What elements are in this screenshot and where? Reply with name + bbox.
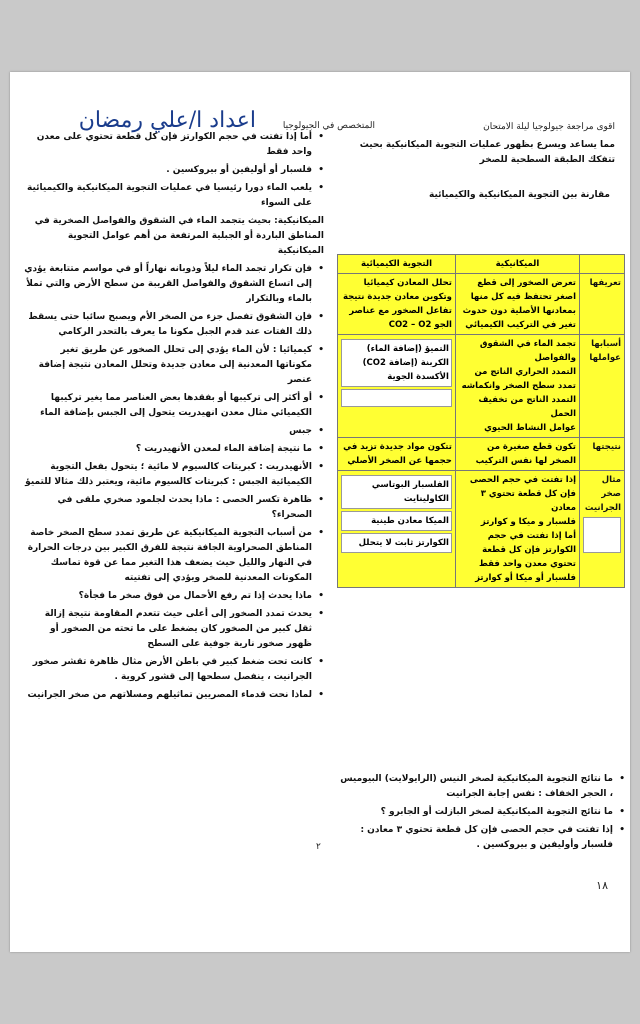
cell-line: الأكسدة الجوية: [387, 372, 449, 382]
paragraph: • من أسباب التجوية الميكانيكية عن طريق تمدد سطح الصخر خاصة المناطق الصحراوية الجافة نتيجة للفرق الكبير بين درجات الحرارة في النهار والليل حيث يضعف هذا التغير مما عن قوة تماسك المكونات المعدنية للصخر ويؤدي إلى تفتيته: [24, 526, 324, 586]
cell-chem: [338, 471, 456, 588]
paragraph: • ما نتائج التجوية الميكانيكية لصخر النيس (الرايولايت) البيوميس ، الحجر الخفاف : نفس إجابة الجرانيت: [340, 772, 625, 802]
paragraph: • كيميائيا : لأن الماء يؤدي إلى تحلل الصخور عن طريق تغير مكوناتها المعدنية إلى معادن جديدة وتحلل المعادن نتيجة إضافة عنصر: [24, 343, 324, 388]
cell-chem: تحلل المعادن كيميائيا وتكوين معادن جديدة نتيجة تفاعل الصخور مع عناصر الجو CO2 – O2: [338, 274, 456, 335]
cell-line: أما إذا تفتت في حجم الكوارتز فإن كل قطعة تحتوي معدن واحد فقط: [478, 531, 576, 569]
cell-line: الكربنة (إضافة CO2): [362, 358, 449, 368]
paragraph: الميكانيكية: بحيث يتجمد الماء في الشقوق والفواصل الصخرية في المناطق الباردة أو الجبلية المرتفعة من أهم عوامل التجوية الميكانيكية: [34, 216, 324, 256]
cell-line: إذا تفتت في حجم الحصى فإن كل قطعة تحتوي ٣ معادن: [469, 475, 576, 513]
header-chemical: التجوية الكيميائية: [338, 255, 456, 274]
paragraph: • فإن الشقوق تفصل جزء من الصخر الأم ويصبح سائبا حتى يسقط ذلك الفتات عند قدم الجبل مكونا ما يعرف بالتحدر الركامي: [24, 310, 324, 340]
paragraph: • لماذا نحت قدماء المصريين تماثيلهم ومسلاتهم من صخر الجرانيت: [24, 688, 324, 703]
cell-line: فلسبار أو ميكا أو كوارتز: [475, 573, 576, 583]
table-row: [338, 438, 625, 471]
document-page: [10, 72, 630, 952]
column-mark: ٢: [316, 842, 321, 852]
cell-mech: [455, 335, 579, 438]
table-row: [338, 274, 625, 335]
empty-white-box: [341, 389, 452, 407]
table-row: [338, 471, 625, 588]
row-label: [580, 471, 625, 588]
paragraph: • كانت تحت ضغط كبير في باطن الأرض مثال ظاهرة تقشر صخور الجرانيت ، ينفصل سطحها إلى قشور كروية .: [24, 655, 324, 685]
comparison-table: [337, 254, 625, 588]
row-label: تعريفها: [580, 274, 625, 335]
paragraph: • يلعب الماء دورا رئيسيا في عمليات التجوية الميكانيكية والكيميائية على السواء: [24, 181, 324, 211]
cell-mech: تكون قطع صغيرة من الصخر لها نفس التركيب: [455, 438, 579, 471]
paragraph: • إذا تفتت في حجم الحصى فإن كل قطعة تحتوي ٣ معادن : فلسبار وأوليفين و بيروكسين .: [340, 823, 625, 853]
row-label: أسبابها عواملها: [580, 335, 625, 438]
page-number: ١٨: [596, 879, 608, 892]
cell-line: التمدد الناتج من تخفيف الحمل: [478, 395, 576, 419]
paragraph: • ما نتائج التجوية الميكانيكية لصخر البازلت أو الجابرو ؟: [340, 805, 625, 820]
table-header-row: [338, 255, 625, 274]
cell-chem: [338, 335, 456, 438]
paragraph: • الأنهيدريت : كبريتات كالسيوم لا مائية ؛ يتحول بفعل التجوية الكيميائية الجبس : كبريتات كالسيوم مائية، ويعتبر ذلك مثالا للتميؤ: [24, 460, 324, 490]
paragraph: • ما نتيجة إضافة الماء لمعدن الأنهيدريت ؟: [24, 442, 324, 457]
paragraph: • أو أكثر إلى تركيبها أو بفقدها بعض العناصر مما يغير تركيبها الكيميائي مثال معدن انهيدريت يتحول إلى الجبس بإضافة الماء: [24, 391, 324, 421]
row-label: نتيجتها: [580, 438, 625, 471]
cell-line: التمدد الحراري الناتج من تمدد سطح الصخر وانكماشه: [461, 367, 576, 391]
cell-line: عوامل النشاط الحيوي: [484, 423, 576, 433]
cell-chem: تتكون مواد جديدة تزيد في حجمها عن الصخر الأصلي: [338, 438, 456, 471]
intro-text: [335, 138, 615, 168]
review-title: اقوى مراجعة جيولوجيا ليلة الامتحان: [483, 122, 615, 132]
comparison-heading: مقارنة بين التجوية الميكانيكية والكيميائية: [428, 190, 610, 200]
intro-line-2: تتفكك الطبقة السطحية للصخر: [479, 155, 615, 165]
right-column: [340, 772, 625, 856]
paragraph: • ماذا يحدث إذا تم رفع الأحمال من فوق صخر ما فجأة؟: [24, 589, 324, 604]
cell-mech: تعرض الصخور إلى قطع اصغر تحتفظ فيه كل منها بمعادنها الأصلية دون حدوث تغير في التركيب الكيميائي: [455, 274, 579, 335]
empty-white-box: [583, 517, 621, 553]
header-mechanical: الميكانيكية: [455, 255, 579, 274]
cell-line: الميكا معادن طينية: [341, 511, 452, 531]
paragraph: • جبس: [24, 424, 324, 439]
cell-line: التميؤ (إضافة الماء): [366, 344, 449, 354]
specialist-label: المتخصص في الجيولوجيا: [282, 121, 375, 131]
paragraph: • فلسبار أو أوليفين أو بيروكسين .: [24, 163, 324, 178]
cell-line: الفلسبار البوتاسي الكاولينايت: [341, 475, 452, 509]
author-name: اعداد ا/علي رمضان: [78, 108, 256, 133]
left-column: [24, 130, 324, 706]
paragraph: • ظاهرة تكسر الحصى : ماذا يحدث لجلمود صخري ملقى في الصحراء؟: [24, 493, 324, 523]
cell-mech: [455, 471, 579, 588]
cell-line: تجمد الماء في الشقوق والفواصل: [479, 339, 576, 363]
paragraph: • أما إذا تفتت في حجم الكوارتز فإن كل قطعة تحتوي على معدن واحد فقط: [24, 130, 324, 160]
paragraph: • يحدث تمدد الصخور إلى أعلى حيث تتعدم المقاومة نتيجة إزالة ثقل كبير من الصخور كان يضغط على ما تحته من الصخور أو ظهور صخور نارية جوفية على السطح: [24, 607, 324, 652]
table-row: [338, 335, 625, 438]
cell-line: الكوارتز ثابت لا يتحلل: [341, 533, 452, 553]
chem-causes-box: [341, 339, 452, 387]
intro-line-1: مما يساعد ويسرع بظهور عمليات التجوية الميكانيكية بحيث: [359, 140, 615, 150]
row-label-text: مثال صخر الجرانيت: [584, 475, 621, 513]
paragraph: • فإن تكرار تجمد الماء ليلاً وذوبانه نهاراً أو في مواسم متتابعة يؤدي إلى اتساع الشقوق والفواصل القريبة من سطح الأرض والتي تملأ بالماء وبالتكرار: [24, 262, 324, 307]
cell-line: فلسبار و ميكا و كوارتز: [480, 517, 576, 527]
table-corner-cell: [580, 255, 625, 274]
